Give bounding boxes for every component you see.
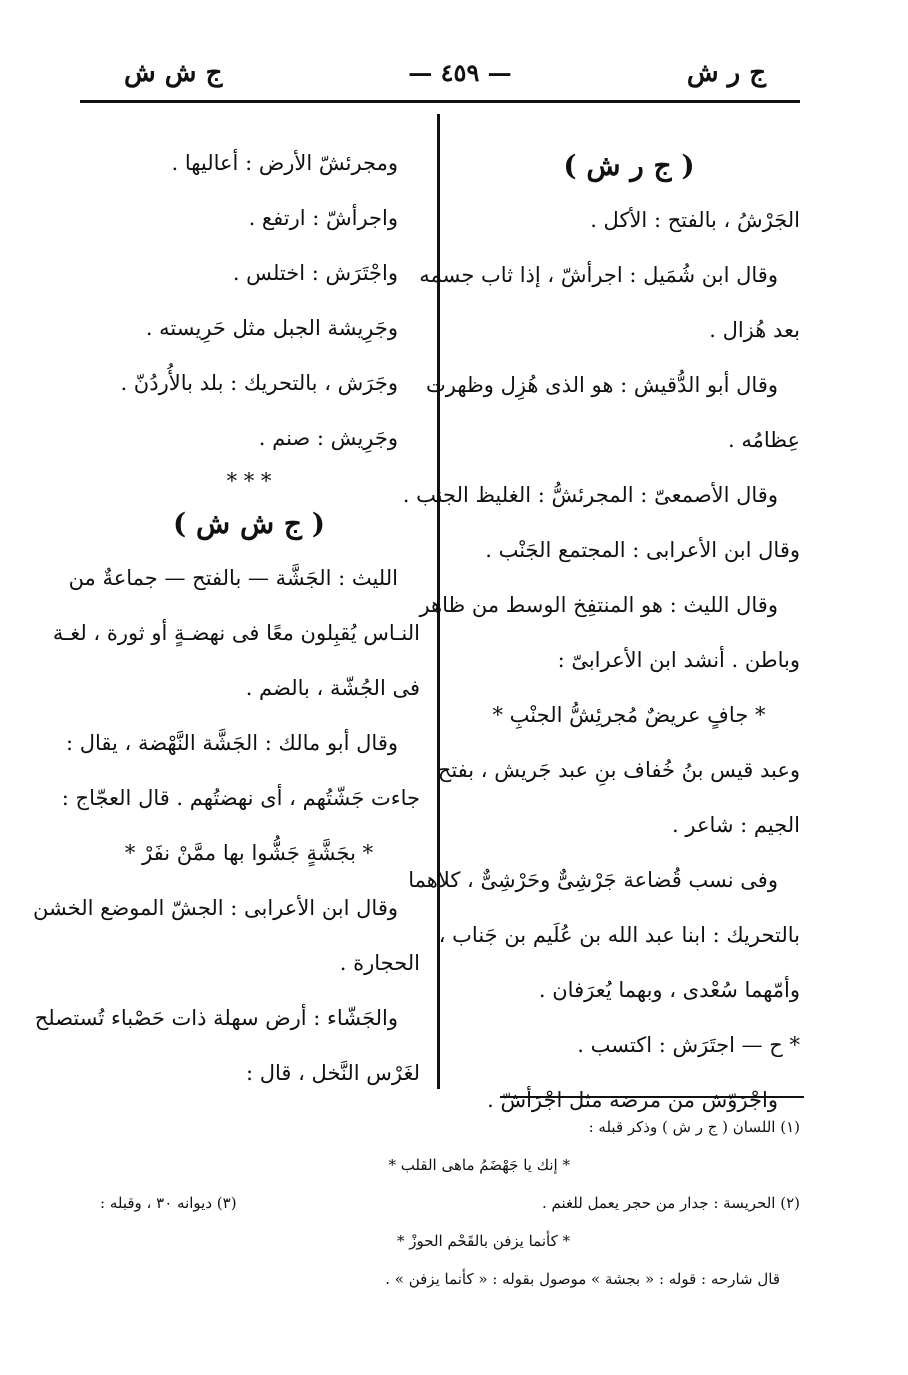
text-line: وقال الأصمعىّ : المجرئشُّ : الغليظ الجنب . — [402, 483, 778, 507]
footnote-row-2-3 — [100, 1184, 800, 1222]
text-line: * ح — اجتَرَش : اكتسب . — [577, 1033, 800, 1057]
text-line: وجَرِيشة الجبل مثل حَرِيسته . — [145, 316, 398, 340]
text-line: بالتحريك : ابنا عبد الله بن عُلَيم بن جَناب ، — [438, 923, 800, 947]
header-rule — [80, 100, 800, 103]
text-line: وباطن . أنشد ابن الأعرابىّ : — [557, 648, 800, 672]
text-line: واجْتَرَش : اختلس . — [232, 261, 398, 285]
entry-title: ( ج ر ش ) — [563, 149, 695, 182]
text-line: الليث : الجَشَّة — بالفتح — جماعةٌ من — [68, 566, 398, 590]
text-line: وقال ابن الأعرابى : الجشّ الموضع الخشن — [32, 896, 398, 920]
footnote-3-verse: * كأنما يزفن بالقَحْم الحوزْ * — [397, 1232, 570, 1250]
text-line: وفى نسب قُضاعة جَرْشِىٌّ وحَرْشِىٌّ ، كلاهما — [408, 868, 778, 892]
footnote-1-verse: * إنك يا جَهْضَمُ ماهى القلب * — [388, 1156, 570, 1174]
text-line: وعبد قيس بنُ خُفاف بنِ عبد جَريش ، بفتح — [437, 758, 800, 782]
page-number: — ٤٥٩ — — [408, 58, 512, 87]
text-line: واجْرَوّش من مرضه مثل اجْرَأشّ . — [487, 1088, 778, 1112]
footnote-2: (٢) الحريسة : جدار من حجر يعمل للغنم . — [541, 1194, 800, 1212]
text-line: وقال أبو مالك : الجَشَّة النَّهْضة ، يقال : — [65, 731, 398, 755]
text-line: لغَرْس النَّخل ، قال : — [245, 1061, 420, 1085]
text-line: النـاس يُقبِلون معًا فى نهضـةٍ أو ثورة ، لغـة — [52, 621, 420, 645]
text-line: واجرأشّ : ارتفع . — [248, 206, 398, 230]
text-line: وأمّهما سُعْدى ، وبهما يُعرَفان . — [538, 978, 800, 1002]
verse-line: * بجَشَّةٍ جَشُّوا بها ممَّنْ نفَرْ * — [124, 841, 374, 865]
text-line: الحجارة . — [339, 951, 420, 975]
verse-line: * جافٍ عريضٌ مُجرئِشُّ الجنْبِ * — [492, 703, 766, 727]
entry-title: ( ج ش ش ) — [173, 507, 325, 540]
header-root-left: ج ش ش — [124, 58, 223, 88]
text-line: عِظامُه . — [727, 428, 800, 452]
page-header — [80, 58, 800, 98]
text-line: ومجرئشّ الأرض : أعاليها . — [171, 151, 398, 175]
left-column — [32, 136, 420, 1101]
text-line: فى الجُشّة ، بالضم . — [245, 676, 420, 700]
text-line: وقال الليث : هو المنتفِخ الوسط من ظاهر — [419, 593, 778, 617]
commentator-note: قال شارحه : قوله : « بجشة » موصول بقوله : « كأنما يزفن » . — [385, 1270, 780, 1288]
footnote-rule — [500, 1096, 804, 1098]
footnote-3: (٣) ديوانه ٣٠ ، وقبله : — [100, 1194, 237, 1212]
text-line: وقال أبو الدُّقيش : هو الذى هُزِل وظهرت — [426, 373, 778, 397]
text-line: وجَرَش ، بالتحريك : بلد بالأُردُنّ . — [120, 371, 398, 395]
text-line: والجَشّاء : أرض سهلة ذات حَصْباء تُستصلح — [34, 1006, 398, 1030]
text-line: بعد هُزال . — [709, 318, 800, 342]
text-line: جاءت جَشّتُهم ، أى نهضتُهم . قال العجّاج : — [61, 786, 420, 810]
header-root-right: ج ر ش — [686, 58, 766, 88]
footnotes — [100, 1108, 800, 1298]
text-line: وقال ابن شُمَيل : اجرأشّ ، إذا ثاب جسمه — [419, 263, 778, 287]
section-separator: * * * — [226, 469, 272, 493]
text-line: وجَرِيش : صنم . — [258, 426, 398, 450]
right-column — [402, 138, 800, 1128]
text-line: وقال ابن الأعرابى : المجتمع الجَنْب . — [485, 538, 800, 562]
footnote-1: (١) اللسان ( ج ر ش ) وذكر قبله : — [588, 1118, 800, 1136]
text-line: الجَرْشُ ، بالفتح : الأكل . — [590, 208, 800, 232]
text-line: الجيم : شاعر . — [672, 813, 800, 837]
